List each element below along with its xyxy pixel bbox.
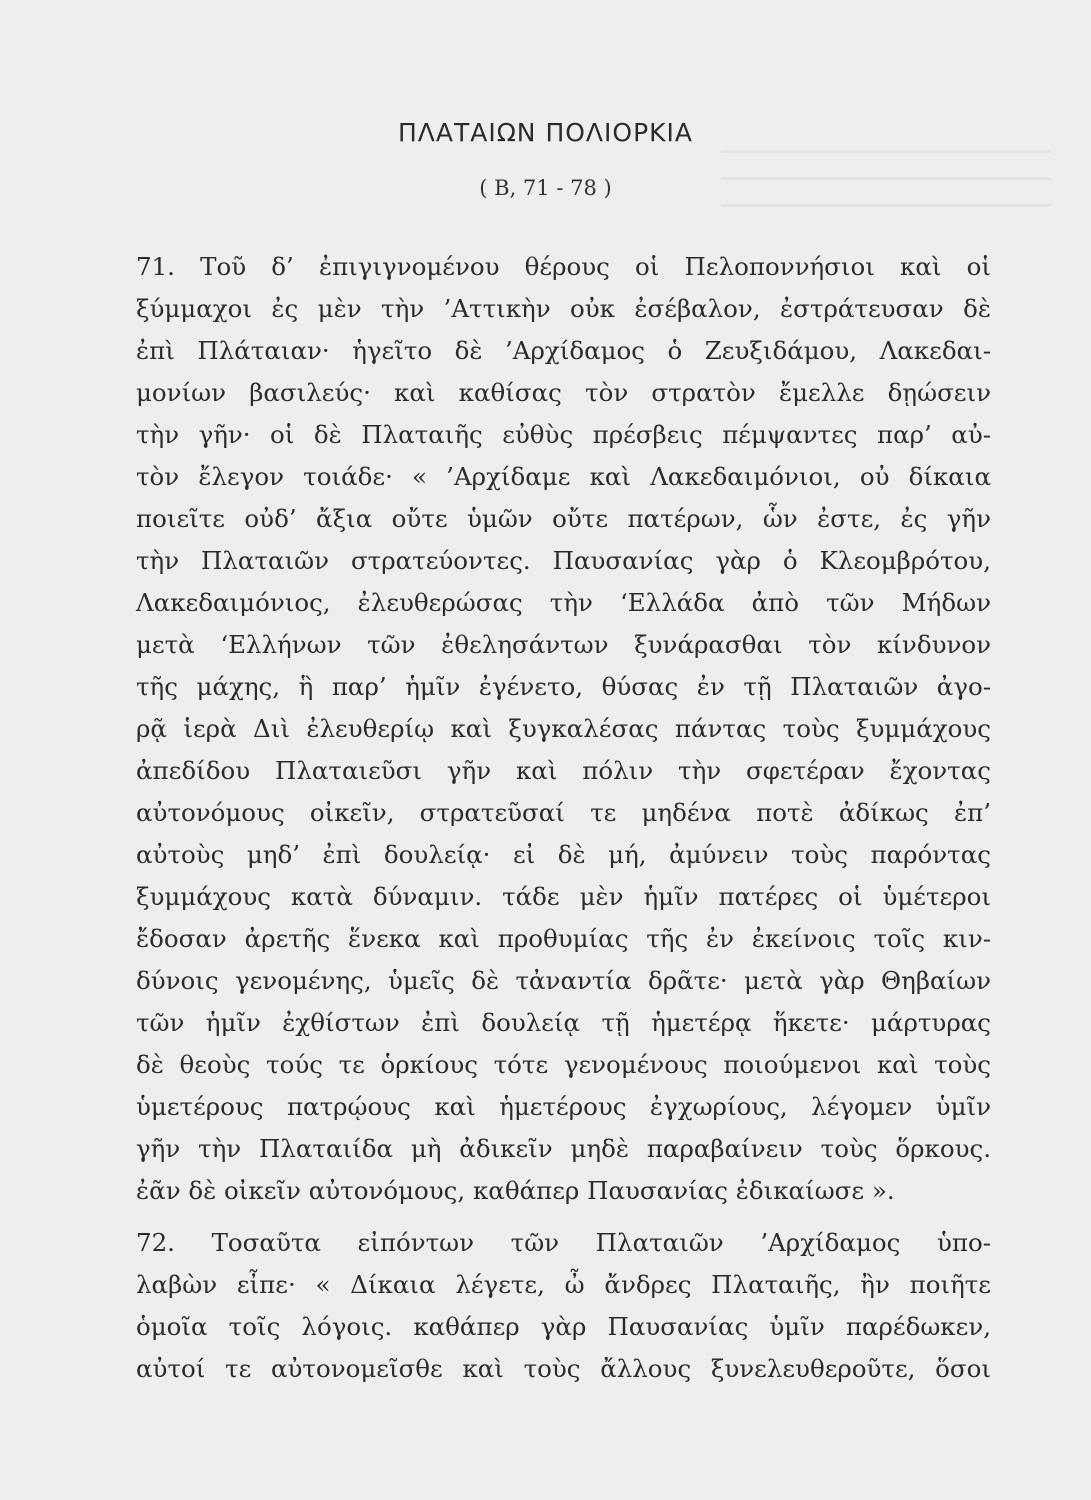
text-line: ὁμοῖα τοῖς λόγοις. καθάπερ γὰρ Παυσανίας ὑμῖν παρέδωκεν,	[136, 1312, 991, 1341]
text-line: μονίων βασιλεύς· καὶ καθίσας τὸν στρατὸν ἔμελλε δῃώσειν	[136, 378, 991, 407]
text-line: ἐπὶ Πλάταιαν· ἡγεῖτο δὲ ’Αρχίδαμος ὁ Ζευξιδάμου, Λακεδαι-	[136, 336, 991, 365]
paragraph-72	[136, 1222, 991, 1390]
text-line: 72. Τοσαῦτα εἰπόντων τῶν Πλαταιῶν ’Αρχίδαμος ὑπο-	[136, 1228, 991, 1257]
text-line: τὴν γῆν· οἱ δὲ Πλαταιῆς εὐθὺς πρέσβεις πέμψαντες παρ’ αὐ-	[136, 420, 991, 449]
text-line: Λακεδαιμόνιος, ἐλευθερώσας τὴν ‘Ελλάδα ἀπὸ τῶν Μήδων	[136, 588, 991, 617]
text-line: μετὰ ‘Ελλήνων τῶν ἐθελησάντων ξυνάρασθαι τὸν κίνδυνον	[136, 630, 991, 659]
text-line: ἔδοσαν ἀρετῆς ἕνεκα καὶ προθυμίας τῆς ἐν ἐκείνοις τοῖς κιν-	[136, 924, 991, 953]
text-line: 71. Τοῦ δ’ ἐπιγιγνομένου θέρους οἱ Πελοποννήσιοι καὶ οἱ	[136, 252, 991, 281]
text-line: δύνοις γενομένης, ὑμεῖς δὲ τἀναντία δρᾶτε· μετὰ γὰρ Θηβαίων	[136, 966, 991, 995]
text-line: ξύμμαχοι ἐς μὲν τὴν ’Αττικὴν οὐκ ἐσέβαλον, ἐστράτευσαν δὲ	[136, 294, 991, 323]
page-title: ΠΛΑΤΑΙΩΝ ΠΟΛΙΟΡΚΙΑ	[397, 118, 694, 147]
text-line: δὲ θεοὺς τούς τε ὁρκίους τότε γενομένους ποιούμενοι καὶ τοὺς	[136, 1050, 991, 1079]
text-line: τὸν ἔλεγον τοιάδε· « ’Αρχίδαμε καὶ Λακεδαιμόνιοι, οὐ δίκαια	[136, 462, 991, 491]
paragraph-71	[136, 246, 991, 1212]
text-line: γῆν τὴν Πλαταιίδα μὴ ἀδικεῖν μηδὲ παραβαίνειν τοὺς ὅρκους.	[136, 1134, 991, 1163]
text-line: αὐτοὺς μηδ’ ἐπὶ δουλείᾳ· εἰ δὲ μή, ἀμύνειν τοὺς παρόντας	[136, 840, 991, 869]
text-line: ποιεῖτε οὐδ’ ἄξια οὔτε ὑμῶν οὔτε πατέρων, ὧν ἐστε, ἐς γῆν	[136, 504, 991, 533]
text-line: αὐτονόμους οἰκεῖν, στρατεῦσαί τε μηδένα ποτὲ ἀδίκως ἐπ’	[136, 798, 991, 827]
text-line: αὐτοί τε αὐτονομεῖσθε καὶ τοὺς ἄλλους ξυνελευθεροῦτε, ὅσοι	[136, 1354, 991, 1383]
text-line: τῆς μάχης, ἣ παρ’ ἡμῖν ἐγένετο, θύσας ἐν τῇ Πλαταιῶν ἀγο-	[136, 672, 991, 701]
text-line: τὴν Πλαταιῶν στρατεύοντες. Παυσανίας γὰρ ὁ Κλεομβρότου,	[136, 546, 991, 575]
text-line: ἐᾶν δὲ οἰκεῖν αὐτονόμους, καθάπερ Παυσανίας ἐδικαίωσε ».	[136, 1176, 895, 1205]
text-line: ὑμετέρους πατρῴους καὶ ἡμετέρους ἐγχωρίους, λέγομεν ὑμῖν	[136, 1092, 991, 1121]
text-line: ἀπεδίδου Πλαταιεῦσι γῆν καὶ πόλιν τὴν σφετέραν ἔχοντας	[136, 756, 991, 785]
text-line: ρᾷ ἱερὰ Διὶ ἐλευθερίῳ καὶ ξυγκαλέσας πάντας τοὺς ξυμμάχους	[136, 714, 991, 743]
text-line: ξυμμάχους κατὰ δύναμιν. τάδε μὲν ἡμῖν πατέρες οἱ ὑμέτεροι	[136, 882, 991, 911]
text-line: λαβὼν εἶπε· « Δίκαια λέγετε, ὦ ἄνδρες Πλαταιῆς, ἢν ποιῆτε	[136, 1270, 991, 1299]
text-line: τῶν ἡμῖν ἐχθίστων ἐπὶ δουλείᾳ τῇ ἡμετέρᾳ ἥκετε· μάρτυρας	[136, 1008, 991, 1037]
passage-reference: ( Β, 71 - 78 )	[479, 176, 612, 200]
